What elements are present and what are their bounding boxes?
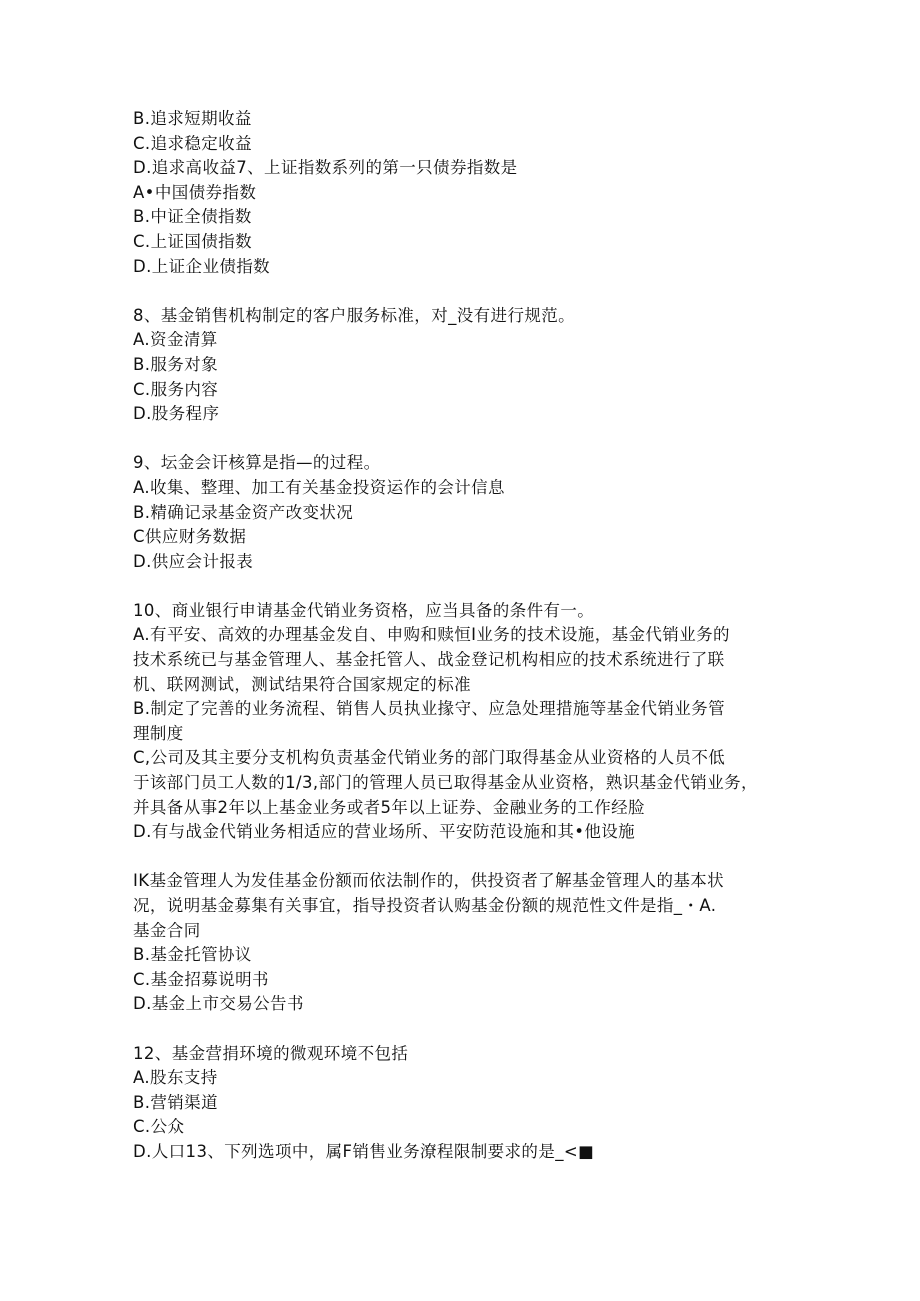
question-10: 10、商业银行申请基金代销业务资格，应当具备的条件有一。 [133,600,595,620]
document-page [133,107,803,1165]
text-line: D.有与战金代销业务相适应的营业场所、平安防范设施和其•他设施 [133,822,636,842]
text-line: C.上证国债指数 [133,231,252,251]
paragraph-gap [133,427,803,452]
question-12: 12、基金营捐环境的微观环境不包括 [133,1043,409,1063]
text-line: D.基金上市交易公告书 [133,994,304,1014]
text-line: A.资金清算 [133,330,218,350]
text-line: B.精确记录基金资产改变状况 [133,502,354,522]
text-line: A.收集、整理、加工有关基金投资运作的会计信息 [133,477,505,497]
text-line: B.服务对象 [133,354,218,374]
text-line: C.公众 [133,1117,185,1137]
question-8: 8、基金销售机构制定的客户服务标准，对_没有进行规范。 [133,305,576,325]
text-line: B.中证全债指数 [133,207,252,227]
question-11: IK基金管理人为发佳基金份额而依法制作的，供投资者了解基金管理人的基本状 [133,871,725,891]
paragraph-gap [133,279,803,304]
text-line: C供应财务数据 [133,527,247,547]
paragraph-gap [133,1017,803,1042]
text-line: B.营销渠道 [133,1092,218,1112]
text-line: A.有平安、高效的办理基金发自、申购和赎恒I业务的技术设施，基金代销业务的 [133,625,730,645]
paragraph-gap [133,574,803,599]
text-line: D.股务程序 [133,404,220,424]
text-line: 基金合同 [133,920,201,940]
text-line: 于该部门员工人数的1/3,部门的管理人员已取得基金从业资格，熟识基金代销业务， [133,773,758,793]
text-line: A•中国债券指数 [133,182,257,202]
text-line: B.基金托管协议 [133,945,252,965]
text-line: B.制定了完善的业务流程、销售人员执业掾守、应急处理措施等基金代销业务管 [133,699,725,719]
text-line: 机、联网测试，测试结果符合国家规定的标准 [133,674,471,694]
text-line: C.追求稳定收益 [133,133,252,153]
text-line: A.股东支持 [133,1068,218,1088]
text-line: B.追求短期收益 [133,109,252,128]
paragraph-gap [133,845,803,870]
text-line: 技术系统已与基金管理人、基金托管人、战金登记机构相应的技术系统进行了联 [133,650,725,670]
text-line: C.基金招募说明书 [133,969,269,989]
text-line: D.上证企业债指数 [133,256,271,276]
text-line: D.人口13、下列选项中，属F销售业务潦程限制要求的是_<■ [133,1141,595,1161]
text-line: 并具备从事2年以上基金业务或者5年以上证券、金融业务的工作经脸 [133,797,645,817]
text-line: D.供应会计报表 [133,551,254,571]
text-line: C.服务内容 [133,379,219,399]
text-line: C,公司及其主要分支机构负责基金代销业务的部门取得基金从业资格的人员不低 [133,748,726,768]
text-line: 况，说明基金募集有关事宜，指导投资者认购基金份额的规范性文件是指_・A. [133,896,717,915]
text-line: 理制度 [133,723,184,743]
text-line: D.追求高收益7、上证指数系列的第一只债券指数是 [133,158,518,178]
question-9: 9、坛金会讦核算是指—的过程。 [133,453,381,473]
